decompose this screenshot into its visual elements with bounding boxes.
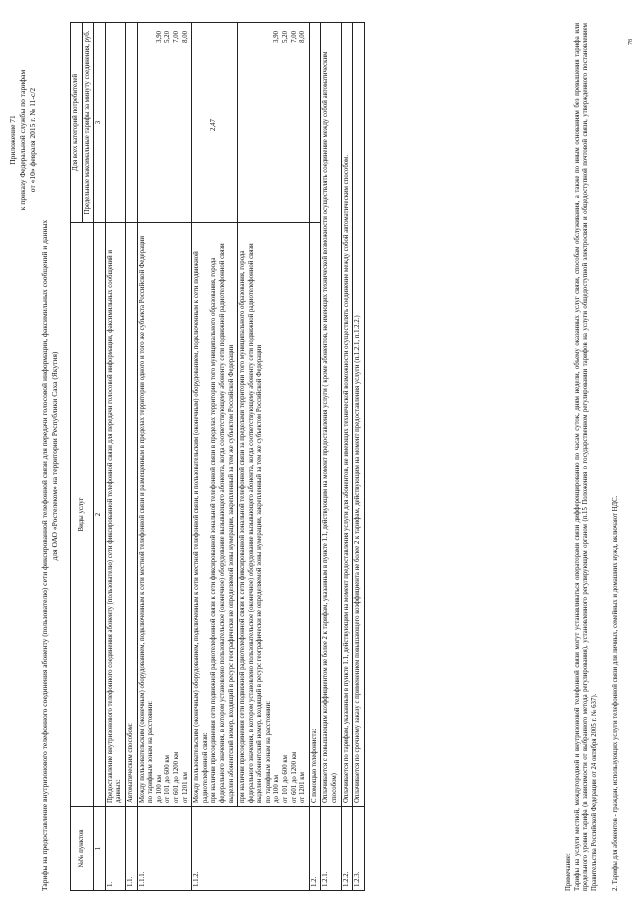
row-num: 1.1.2. [192,807,310,891]
table-index-row [94,23,106,891]
row-num: 1.2.3. [353,807,365,891]
row-text: Оплачивается по срочному заказу с применением повышающего коэффициента не более 2 к тарифам, действующим на момент предоставления услуги (п.1.2.1, п.1.2.2.) [353,23,365,807]
header-price: Предельные максимальные тарифы за минуту соединения, руб. [82,23,94,223]
document-title [40,21,60,891]
header-num: №№ пунктов [71,807,94,891]
title-line-1: Тарифы на предоставление внутризонового телефонного соединения абоненту (пользователю) сети фиксированной телефонной связи для передачи голосовой информации, факсимильных сообщений и данных [40,219,49,891]
table-row [137,23,192,891]
row-text: Оплачивается по тарифам, указанным в пункте 1.1, действующим на момент предоставления услуги для абонентов, не имеющих технической возможности осуществлять соединение между собой автоматическим способом. [341,23,353,807]
row-num: 1.2.2. [341,807,353,891]
row-value: 3,90 5,20 7,00 8,00 [238,23,310,223]
row-num: 1. [105,807,125,891]
index-2: 2 [94,223,106,807]
row-value: 2,47 [192,23,238,223]
table-row [321,23,341,891]
tariff-table [70,22,365,891]
header-price-group: Для всех категорий потребителей [71,23,83,223]
row-text: Предоставление внутризонового телефонного соединения абоненту (пользователю) сети фиксированной телефонной связи для передачи голосовой информации, факсимильных сообщений и данных: [105,223,125,807]
row-num: 1.1.1. [137,807,192,891]
row-num: 1.1. [125,807,137,891]
row-text: Автоматическим способом: [125,223,137,807]
row-text: С помощью телефониста: [309,223,321,807]
row-num: 1.2. [309,807,321,891]
table-header-row [71,23,83,891]
row-value [309,23,321,223]
row-value [125,23,137,223]
title-line-2: для ОАО «Ростелеком» на территории Республики Саха (Якутия) [50,351,59,561]
index-1: 1 [94,807,106,891]
table-row [309,23,321,891]
table-row [192,23,238,891]
appendix-line-2: к приказу Федеральной службы по тарифам [18,69,27,211]
row-value [105,23,125,223]
index-3: 3 [94,23,106,223]
notes-heading: Примечание: [565,853,572,891]
table-row [238,23,310,891]
table-row [125,23,137,891]
notes [565,23,599,891]
note-1: Тарифы на услуги местной, междугородной и внутризоновой телефонной связи могут устанавливаться операторами связи дифференцированно по часам суток, дням недели, объему оказанных услуг связи, способам обслуживания, а также по иным основаниям без превышения тарифа или предельного уровня тарифа (в зависимости от выбранного метода регулирования), установленного регулирующим органом (п.15 Положения о государственном регулировании тарифов на услуги общедоступной электросвязи и общедоступной почтовой связи, утвержденного постановлением Правительства Российской Федерации от 24 октября 2005 г. № 637). [573,23,598,891]
table-row [353,23,365,891]
row-text: Оплачивается с повышающим коэффициентом не более 2 к тарифам, указанным в пункте 1.1, действующим на момент предоставления услуги ( кроме абонентов, не имеющих технической возможности осуществлять соединение между собой автоматическим способом) [321,23,341,807]
row-text: Между пользовательским (оконечным) оборудованием, подключенным к сети местной телефонной связи, и пользовательским (оконечным) оборудованием, подключенным к сети подвижной радиотелефонной связи: при наличии присоединения сети подвижной радиотелефонной связи к сети фиксированной зональной телефонной связи в пределах территории того муниципального образования, города федерального значения, в котором установлено пользовательское (оконечное) оборудование вызывающего абонента, когда соответствующему абоненту сети подвижной радиотелефонной связи выделен абонентский номер, входящий в ресурс географически не определяемой зоны нумерации, закрепленный за тем же субъектом Российской Федерации [192,223,238,807]
row-num: 1.2.1. [321,807,341,891]
row-value: 3,90 5,20 7,00 8,00 [137,23,192,223]
page-number: 78 [628,39,634,45]
note-2: 2. Тарифы для абонентов - граждан, использующих услуги телефонной связи для личных, семейных и домашних нужд, включают НДС. [612,495,619,891]
table-row [341,23,353,891]
appendix-line-1: Приложение 71 [8,115,17,165]
appendix-line-3: от «10» февраля 2015 г. № 11-с/2 [28,87,37,193]
row-text: при наличии присоединения сети подвижной радиотелефонной связи к сети фиксированной зональной телефонной связи за пределами территории того муниципального образования, города федерального значения, в котором установлено пользовательское (оконечное) оборудование вызывающего абонента, когда соответствующему абоненту сети подвижной радиотелефонной связи выделен абонентский номер, входящий в ресурс географически не определяемой зоны нумерации, закрепленный за тем же субъектом Российской Федерации по тарифным зонам на расстоянии: до 100 км от 101 до 600 км от 601 до 1200 км от 1201 км [238,223,310,807]
row-text: Между пользовательским (оконечным) оборудованием, подключенным к сети местной телефонной связи и размещенным в пределах территории одного и того же субъекта Российской Федерации по тарифным зонам на расстоянии: до 100 км от 101 до 600 км от 601 до 1200 км от 1201 км [137,223,192,807]
appendix-header [8,15,38,265]
header-service: Виды услуг [71,223,94,807]
table-row [105,23,125,891]
